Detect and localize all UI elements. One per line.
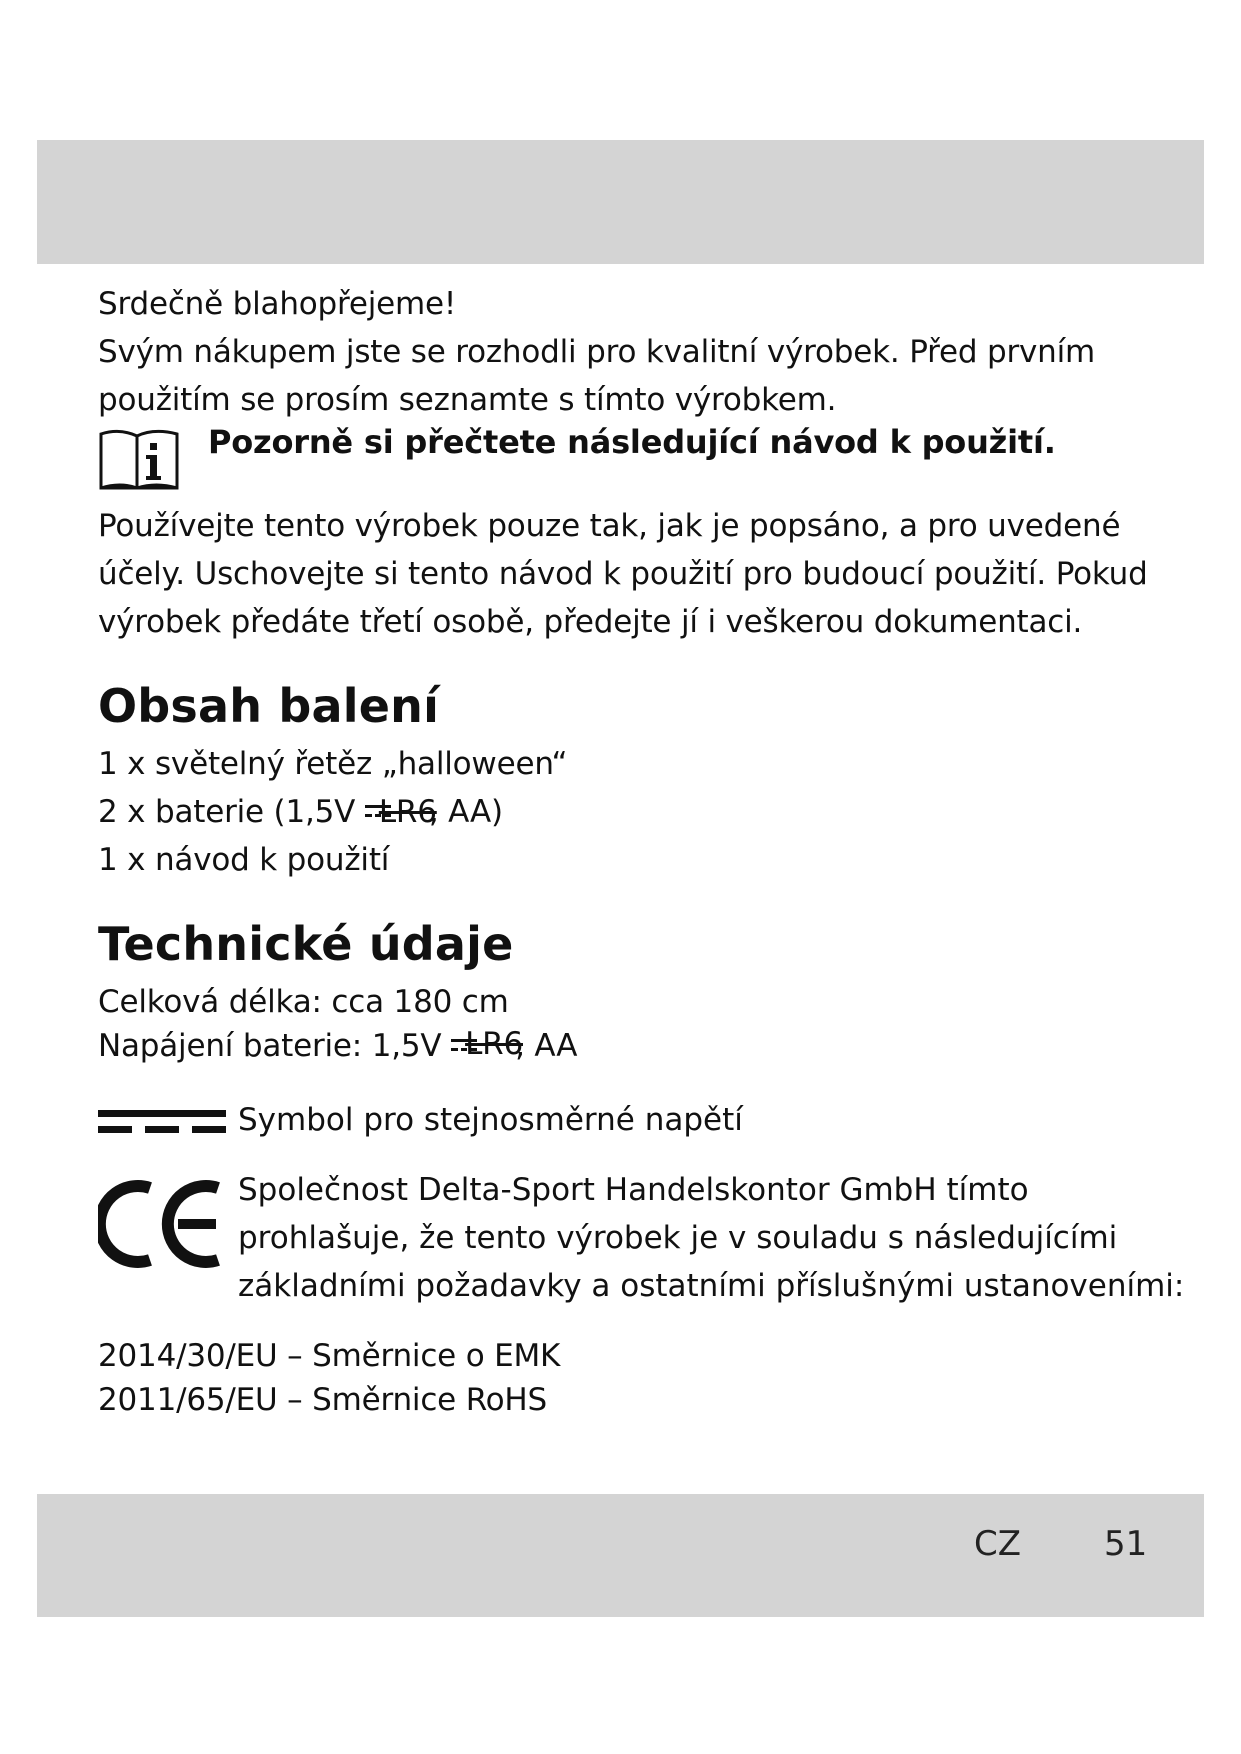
technical-power xyxy=(98,1024,1158,1068)
power-label: Napájení baterie: 1,5V xyxy=(98,1028,452,1064)
usage-line: účely. Uschovejte si tento návod k použití pro budoucí použití. Pokud xyxy=(98,556,1148,592)
ce-line: prohlašuje, že tento výrobek je v souladu s následujícími xyxy=(238,1220,1118,1256)
ce-line: základními požadavky a ostatními příslušnými ustanoveními: xyxy=(238,1268,1185,1304)
usage-line: Používejte tento výrobek pouze tak, jak je popsáno, a pro uvedené xyxy=(98,508,1121,544)
usage-paragraph xyxy=(98,502,1158,646)
footer-language: CZ xyxy=(974,1524,1022,1564)
list-item: 1 x světelný řetěz „halloween“ xyxy=(98,746,568,782)
intro-paragraph xyxy=(98,280,1158,424)
direct-current-icon xyxy=(451,1026,523,1062)
battery-size: , AA) xyxy=(428,794,503,830)
intro-line: použitím se prosím seznamte s tímto výrobkem. xyxy=(98,382,837,418)
directive-emc: 2014/30/EU – Směrnice o EMK xyxy=(98,1338,561,1374)
battery-type-code: LR6 xyxy=(378,794,437,830)
ce-declaration-text xyxy=(238,1166,1184,1310)
intro-line: Svým nákupem jste se rozhodli pro kvalitní výrobek. Před prvním xyxy=(98,334,1096,370)
direct-current-icon xyxy=(98,1110,226,1136)
package-heading: Obsah balení xyxy=(98,679,440,733)
header-band xyxy=(37,140,1204,264)
list-item: 1 x návod k použití xyxy=(98,842,390,878)
ce-mark-icon xyxy=(98,1178,228,1270)
battery-quantity: 2 x baterie (1,5V xyxy=(98,794,365,830)
greeting: Srdečně blahopřejeme! xyxy=(98,286,457,322)
usage-line: výrobek předáte třetí osobě, předejte jí i veškerou dokumentaci. xyxy=(98,604,1083,640)
manual-notice xyxy=(98,424,1158,500)
technical-list xyxy=(98,980,1158,1068)
battery-size: , AA xyxy=(515,1028,578,1064)
direct-current-icon xyxy=(365,794,437,830)
directives-list xyxy=(98,1334,1158,1422)
manual-notice-text: Pozorně si přečtete následující návod k použití. xyxy=(208,423,1056,461)
page-number: 51 xyxy=(1104,1524,1148,1564)
package-list xyxy=(98,740,1158,884)
technical-heading: Technické údaje xyxy=(98,917,514,971)
list-item xyxy=(98,788,1158,836)
ce-line: Společnost Delta-Sport Handelskontor GmbH tímto xyxy=(238,1172,1029,1208)
ce-declaration xyxy=(98,1172,1185,1320)
directive-rohs: 2011/65/EU – Směrnice RoHS xyxy=(98,1382,547,1418)
page-content xyxy=(98,280,1185,1422)
manual-info-icon xyxy=(98,428,180,494)
technical-length: Celková délka: cca 180 cm xyxy=(98,984,509,1020)
dc-symbol-row xyxy=(98,1096,1158,1160)
dc-symbol-text: Symbol pro stejnosměrné napětí xyxy=(238,1102,743,1138)
footer-band xyxy=(37,1494,1204,1617)
battery-type-code: LR6 xyxy=(465,1026,523,1062)
